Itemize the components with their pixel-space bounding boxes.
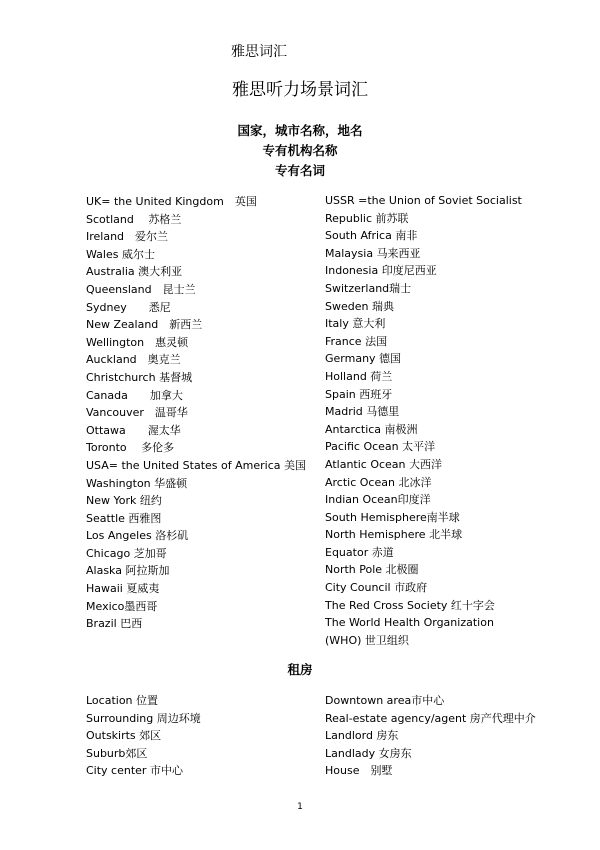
vocab-entry: Malaysia 马来西亚 [325, 246, 421, 260]
vocab-entry: Spain 西班牙 [325, 387, 393, 401]
vocab-entry: Holland 荷兰 [325, 369, 393, 383]
section-heading-rent: 租房 [287, 662, 313, 677]
vocab-entry: New York 纽约 [86, 494, 162, 508]
subheading-proper-nouns: 专有名词 [274, 163, 325, 178]
vocab-entry: South Hemisphere南半球 [325, 510, 460, 524]
vocab-entry: Indonesia 印度尼西亚 [325, 264, 437, 278]
vocab-entry: Landlord 房东 [325, 729, 399, 743]
vocab-entry: Mexico墨西哥 [86, 599, 158, 613]
vocab-entry: Downtown area市中心 [325, 694, 445, 707]
vocab-entry: Auckland 奥克兰 [86, 353, 181, 367]
vocab-entry: USA= the United States of America 美国 [86, 458, 306, 472]
vocab-entry: Surrounding 周边环境 [86, 711, 201, 725]
vocab-entry: North Pole 北极圈 [325, 563, 419, 577]
vocab-entry: Atlantic Ocean 大西洋 [325, 457, 443, 471]
vocab-entry: Location 位置 [86, 694, 159, 707]
vocab-entry: Pacific Ocean 太平洋 [325, 440, 436, 454]
subheading-places: 国家，城市名称，地名 [237, 123, 363, 138]
vocab-entry: Alaska 阿拉斯加 [86, 564, 170, 578]
vocab-entry: Wales 威尔士 [86, 247, 155, 261]
vocab-entry: Los Angeles 洛杉矶 [86, 529, 189, 543]
vocab-entry: Canada 加拿大 [86, 388, 183, 402]
subheading-institutions: 专有机构名称 [262, 143, 338, 158]
vocab-entry: The Red Cross Society 红十字会 [325, 598, 495, 612]
vocab-entry: City Council 市政府 [325, 581, 428, 595]
vocab-entry: Ottawa 渥太华 [86, 423, 181, 437]
vocab-entry: The World Health Organization (WHO) 世卫组织 [325, 616, 494, 647]
vocab-entry: Antarctica 南极洲 [325, 422, 418, 436]
vocab-entry: Indian Ocean印度洋 [325, 493, 431, 507]
vocab-entry: Equator 赤道 [325, 545, 394, 559]
vocab-entry: France 法国 [325, 334, 388, 348]
vocab-entry: South Africa 南非 [325, 229, 418, 243]
vocab-entry: Brazil 巴西 [86, 617, 143, 631]
vocab-entry: Hawaii 夏威夷 [86, 582, 160, 596]
vocab-entry: Landlady 女房东 [325, 746, 412, 760]
vocab-entry: Suburb郊区 [86, 746, 148, 760]
vocab-entry: Washington 华盛顿 [86, 476, 188, 490]
vocab-entry: Switzerland瑞士 [325, 281, 412, 295]
vocab-entry: Wellington 惠灵顿 [86, 335, 189, 349]
vocab-entry: New Zealand 新西兰 [86, 318, 203, 332]
rent-right-column [325, 692, 555, 780]
places-right-column [325, 192, 525, 649]
vocab-entry: Vancouver 温哥华 [86, 406, 188, 420]
vocab-entry: Italy 意大利 [325, 317, 386, 331]
vocab-entry: Australia 澳大利亚 [86, 265, 183, 279]
page-title: 雅思听力场景词汇 [232, 80, 368, 100]
rent-left-column [86, 692, 316, 780]
vocab-entry: Ireland 爱尔兰 [86, 230, 169, 244]
vocab-entry: Seattle 西雅图 [86, 511, 162, 525]
vocab-entry: North Hemisphere 北半球 [325, 528, 463, 542]
document-header: 雅思词汇 [231, 44, 287, 60]
vocab-entry: Madrid 马德里 [325, 405, 400, 419]
vocab-entry: Real-estate agency/agent 房产代理中介 [325, 711, 536, 725]
vocab-entry: City center 市中心 [86, 764, 183, 778]
vocab-entry: Germany 德国 [325, 352, 402, 366]
vocab-entry: House 别墅 [325, 764, 393, 778]
vocab-entry: Queensland 昆士兰 [86, 282, 196, 296]
vocab-entry: Outskirts 郊区 [86, 729, 162, 743]
vocab-entry: Christchurch 基督城 [86, 370, 193, 384]
vocab-entry: UK= the United Kingdom 英国 [86, 195, 257, 208]
places-left-column [86, 193, 316, 633]
vocab-entry: Chicago 芝加哥 [86, 546, 167, 560]
vocab-entry: Sydney 悉尼 [86, 300, 171, 314]
page-number: 1 [297, 802, 303, 812]
vocab-entry: Scotland 苏格兰 [86, 212, 182, 226]
vocab-entry: USSR =the Union of Soviet Socialist Republic 前苏联 [325, 194, 522, 225]
vocab-entry: Arctic Ocean 北冰洋 [325, 475, 432, 489]
vocab-entry: Toronto 多伦多 [86, 441, 175, 455]
vocab-entry: Sweden 瑞典 [325, 299, 394, 313]
